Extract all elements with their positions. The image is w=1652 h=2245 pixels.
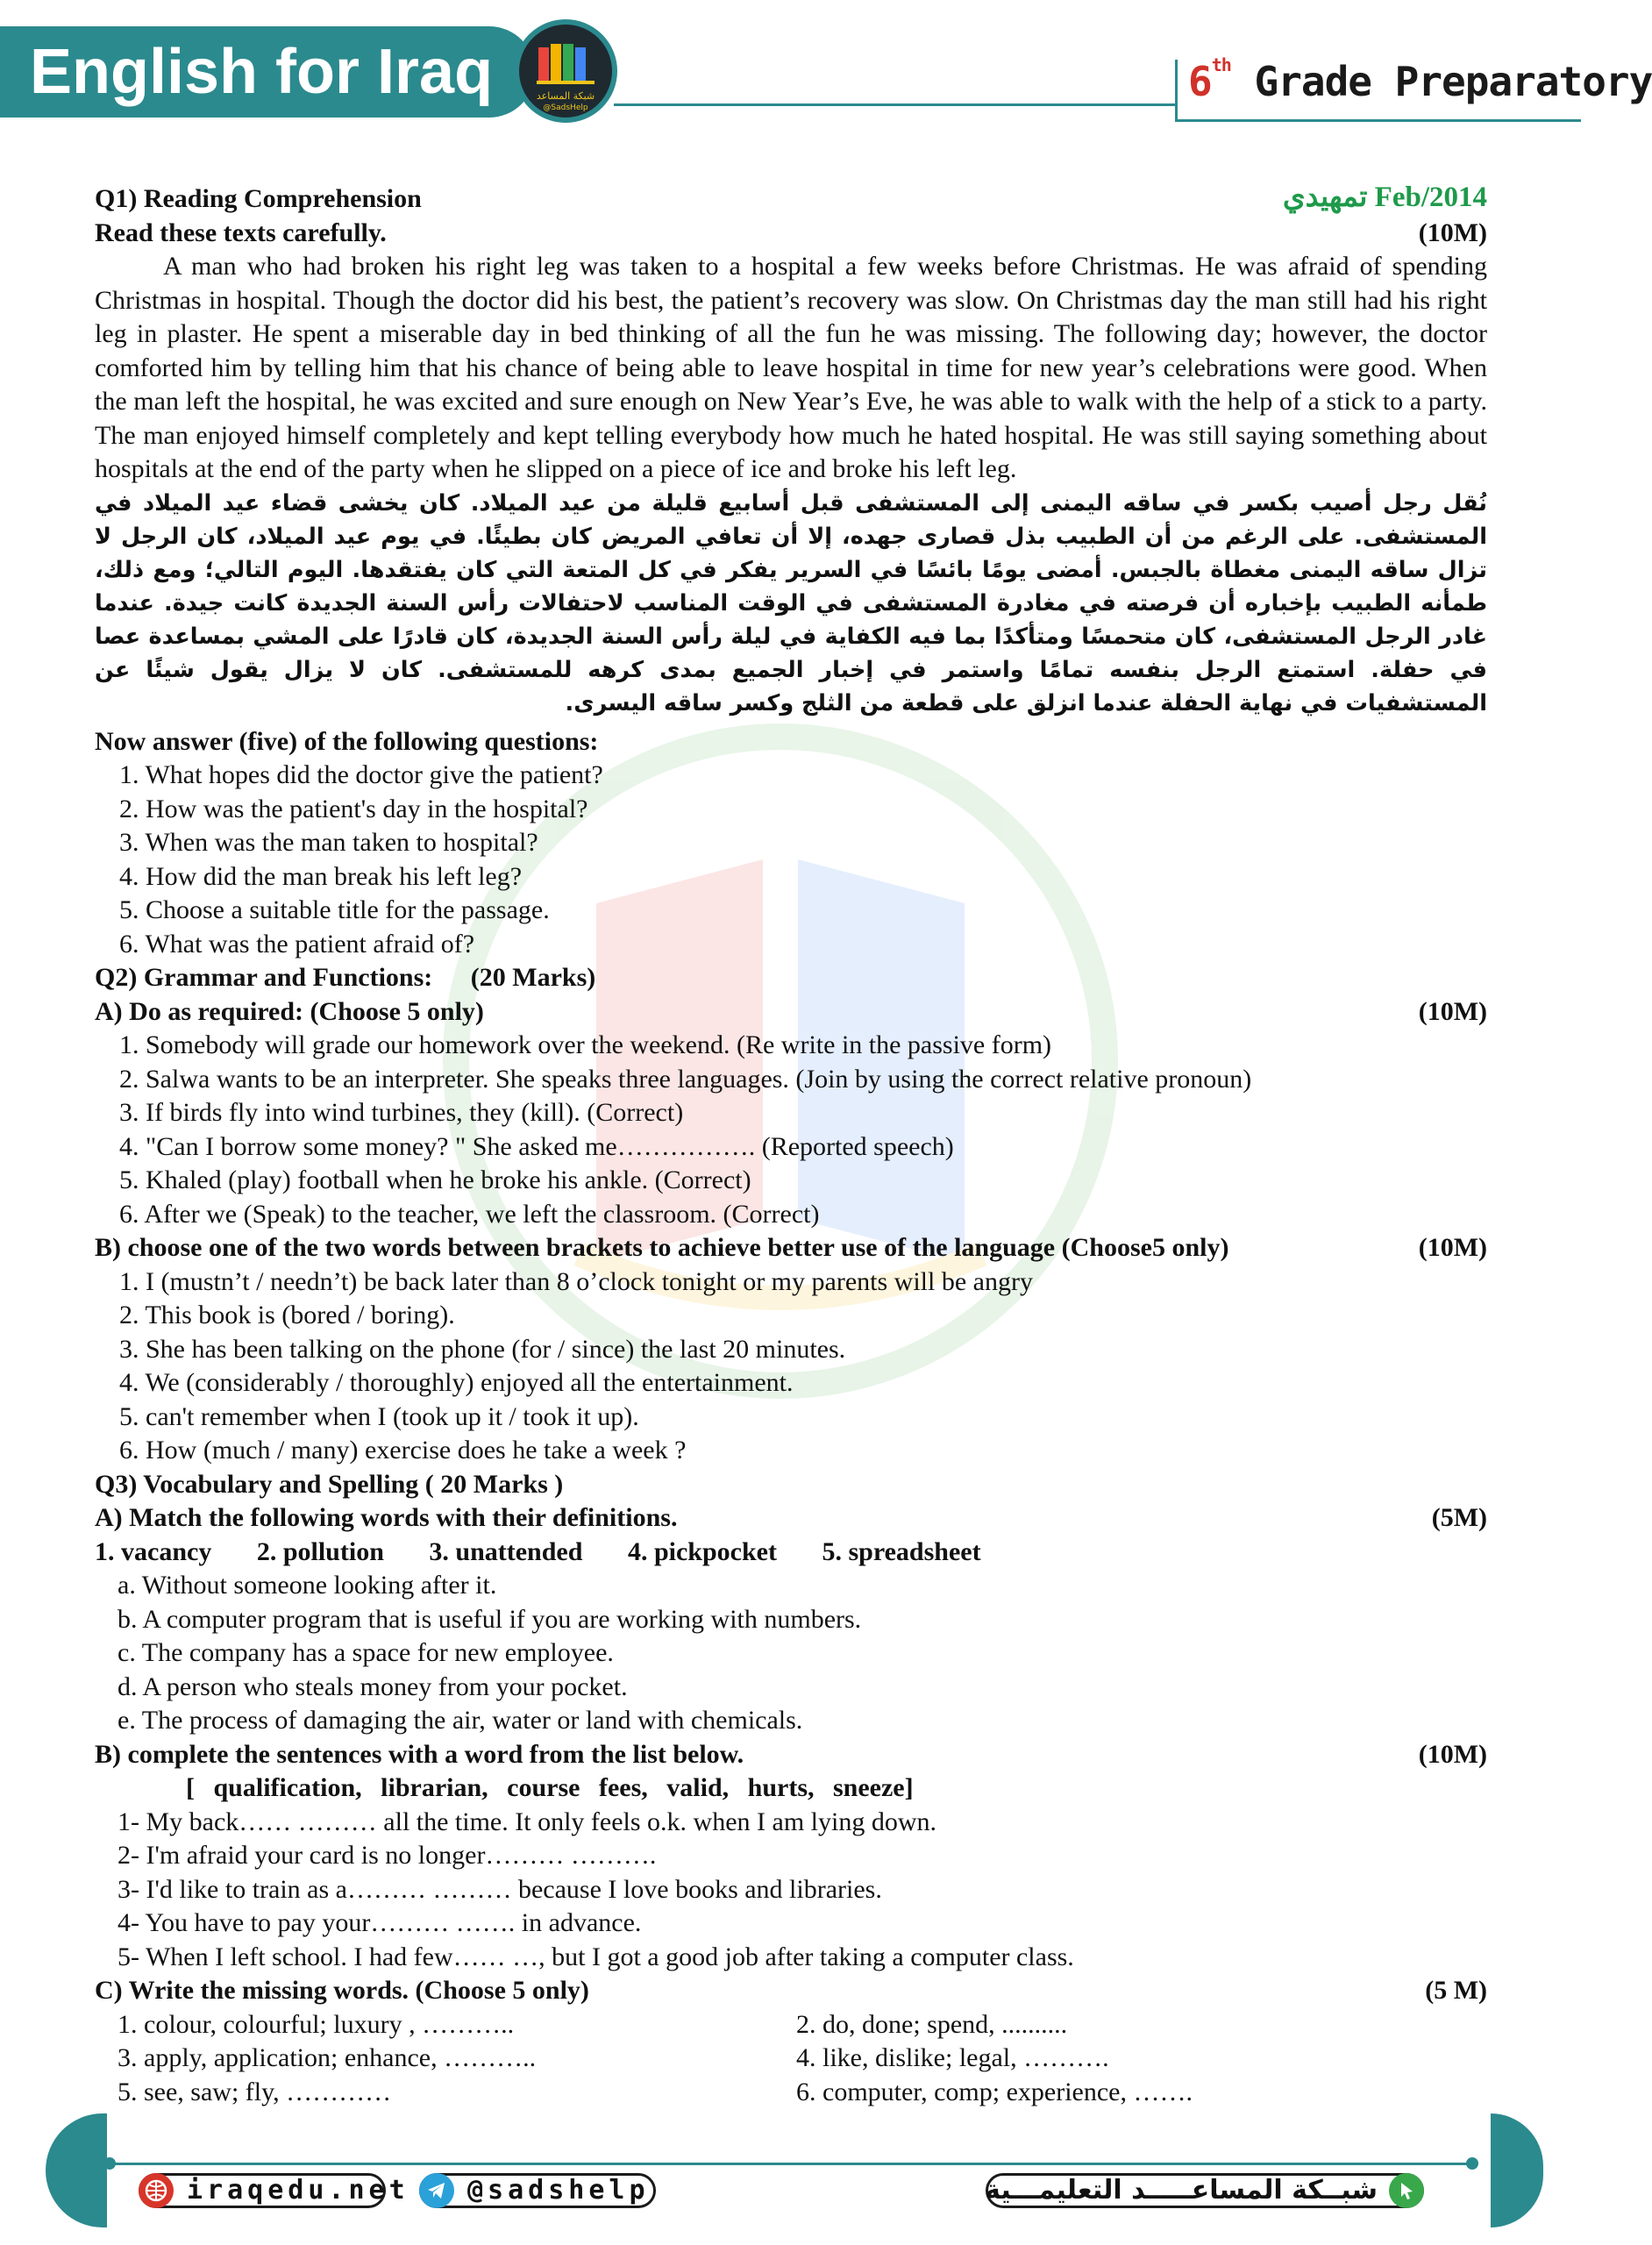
list-item: 2. do, done; spend, .......... [796,2009,1068,2039]
q2a-heading: A) Do as required: (Choose 5 only) [95,996,484,1026]
list-item: 6. computer, comp; experience, ……. [796,2077,1193,2106]
list-item: 5. see, saw; fly, ………… [117,2077,392,2106]
list-item: 1. What hopes did the doctor give the patient? [119,760,603,789]
match-word: 3. unattended [429,1536,583,1566]
questions-heading: Now answer (five) of the following questions: [95,726,599,756]
q3a-heading: A) Match the following words with their definitions. [95,1503,678,1532]
reading-passage: A man who had broken his right leg was taken to a hospital a few weeks before Christmas. He was afraid of spending Christmas in hospital. Though the doctor did his best, the patient’s recovery was slow. On Christmas day the man still had his right leg in plaster. He spent a miserable day in bed thinking of all the fun he was missing. The following day; however, the doctor comforted him by telling him that his chance of being able to leave hospital in time for new year’s celebrations were good. When the man left the hospital, he was excited and sure enough on New Year’s Eve, he was able to walk with the help of a stick to a party. The man enjoyed himself completely and kept telling everybody how much he hated hospital. He was still saying something about hospitals at the end of the party when he slipped on a piece of ice and broke his left leg. [95,252,1487,483]
footer-left-cap [46,2113,107,2227]
q1-heading-row [95,182,1487,217]
footer-dot [1466,2157,1478,2170]
q1-instruction: Read these texts carefully. [95,217,387,247]
list-item: 6. After we (Speak) to the teacher, we left the classroom. (Correct) [119,1199,820,1229]
q2a-heading-row [95,995,1487,1030]
q3-heading: Q3) Vocabulary and Spelling ( 20 Marks ) [95,1469,564,1499]
network-link[interactable] [986,2173,1424,2208]
two-column-row [95,2008,1487,2042]
q3b-heading-row [95,1738,1487,1772]
list-item: 6. How (much / many) exercise does he take a week ? [119,1436,687,1465]
questions-heading-row [95,725,1487,759]
header-rule [614,103,1175,106]
list-item: 5. Khaled (play) football when he broke his ankle. (Correct) [119,1165,751,1194]
q2b-heading-row [95,1231,1487,1265]
footer-right-cap [1491,2113,1543,2227]
website-link[interactable] [139,2173,409,2208]
website-text: iraqedu.net [187,2175,409,2206]
page-title: English for Iraq [30,37,494,107]
two-column-row [95,2076,1487,2110]
match-word: 4. pickpocket [627,1536,777,1566]
list-item: a. Without someone looking after it. [117,1571,497,1600]
list-item: 1. colour, colourful; luxury , ……….. [117,2009,515,2039]
list-item: 5. Choose a suitable title for the passage. [119,895,550,924]
list-item: 3. When was the man taken to hospital? [119,828,538,857]
network-text: شبــكة المساعـــــد التعليمـــية [985,2175,1378,2206]
footer-rule [107,2163,1475,2165]
grade-number: 6 [1188,58,1212,105]
list-item: c. The company has a space for new employee. [117,1638,614,1667]
list-item: 4. We (considerably / thoroughly) enjoyed all the entertainment. [119,1368,794,1397]
q3-heading-row [95,1468,1487,1502]
q3c-marks: (5 M) [1425,1976,1487,2005]
match-word: 1. vacancy [95,1536,212,1566]
word-list: [ qualification, librarian, course fees, valid, hurts, sneeze] [186,1773,914,1802]
globe-icon [139,2173,174,2208]
q2-heading-row [95,961,1487,995]
list-item: 4- You have to pay your……… ……. in advance. [117,1908,642,1937]
list-item: 2. How was the patient's day in the hospital? [119,794,588,823]
q3c-heading: C) Write the missing words. (Choose 5 only) [95,1976,589,2005]
q3b-heading: B) complete the sentences with a word from the list below. [95,1739,744,1769]
list-item: 2- I'm afraid your card is no longer……… ………. [117,1841,657,1870]
list-item: d. A person who steals money from your pocket. [117,1671,628,1701]
q2b-heading: B) choose one of the two words between brackets to achieve better use of the language (Choose5 only) [95,1233,1229,1262]
list-item: 1. I (mustn’t / needn’t) be back later than 8 o’clock tonight or my parents will be angry [119,1266,1033,1296]
sadshelp-logo [514,19,617,123]
match-words-row [95,1536,1487,1570]
list-item: e. The process of damaging the air, water or land with chemicals. [117,1706,803,1735]
grade-label [1188,54,1652,105]
list-item: 4. "Can I borrow some money? " She asked me……………. (Reported speech) [119,1131,954,1161]
exam-date: تمهيدي Feb/2014 [1282,182,1487,213]
q2-heading: Q2) Grammar and Functions: [95,963,433,992]
list-item: 1. Somebody will grade our homework over the weekend. (Re write in the passive form) [119,1030,1052,1059]
exam-content [95,182,1487,2109]
grade-text: Grade Preparatory [1254,58,1652,105]
list-item: 5. can't remember when I (took up it / took it up). [119,1401,639,1431]
q2b-marks: (10M) [1418,1233,1487,1262]
list-item: 1- My back…… ……… all the time. It only feels o.k. when I am lying down. [117,1807,936,1836]
q3b-marks: (10M) [1418,1739,1487,1769]
grade-suffix: th [1211,54,1231,75]
match-word: 2. pollution [256,1536,384,1566]
logo-handle: @SadsHelp [543,103,588,112]
q3a-heading-row [95,1501,1487,1536]
q1-marks: (10M) [1418,217,1487,247]
list-item: 4. like, dislike; legal, ………. [796,2043,1109,2072]
telegram-icon [419,2173,454,2208]
telegram-text: @sadshelp [467,2175,650,2206]
list-item: b. A computer program that is useful if you are working with numbers. [117,1604,862,1634]
cursor-icon [1389,2173,1424,2208]
arabic-translation: نُقل رجل أصيب بكسر في ساقه اليمنى إلى المستشفى قبل أسابيع قليلة من عيد الميلاد. كان يخشى قضاء عيد الميلاد في المستشفى. على الرغم من أن الطبيب بذل قصارى جهده، إلا أن تعافي المريض كان بطيئًا. في يوم عيد الميلاد، كان الرجل لا تزال ساقه اليمنى مغطاة بالجبس. أمضى يومًا بائسًا في السرير يفكر في كل المتعة التي كان يفتقدها. اليوم التالي؛ ومع ذلك، طمأنه الطبيب بإخباره أن فرصته في مغادرة المستشفى في الوقت المناسب لاحتفالات رأس السنة الجديدة كانت جيدة. عندما غادر الرجل المستشفى، كان متحمسًا ومتأكدًا بما فيه الكفاية في ليلة رأس السنة الجديدة، كان قادرًا على المشي بمساعدة عصا في حفلة. استمتع الرجل بنفسه تمامًا واستمر في إخبار الجميع بمدى كرهه للمستشفى. كان لا يزال يقول شيئًا عن المستشفيات في نهاية الحفلة عندما انزلق على قطعة من الثلج وكسر ساقه اليسرى. [95,489,1487,716]
list-item: 4. How did the man break his left leg? [119,861,523,891]
list-item: 2. Salwa wants to be an interpreter. She speaks three languages. (Join by using the correct relative pronoun) [119,1064,1252,1094]
q1-instruction-row [95,217,1487,251]
list-item: 3- I'd like to train as a……… ……… because I love books and libraries. [117,1874,882,1904]
match-word: 5. spreadsheet [822,1536,981,1566]
word-list-row [95,1771,1487,1806]
list-item: 6. What was the patient afraid of? [119,929,475,959]
q3c-heading-row [95,1974,1487,2008]
q1-heading: Q1) Reading Comprehension [95,184,422,213]
list-item: 3. She has been talking on the phone (for / since) the last 20 minutes. [119,1334,846,1364]
telegram-link[interactable] [419,2173,656,2208]
list-item: 3. If birds fly into wind turbines, they (kill). (Correct) [119,1098,684,1127]
q2-heading-marks: (20 Marks) [470,963,596,992]
q2a-marks: (10M) [1418,996,1487,1026]
logo-caption: شبكة المساعد [536,90,595,102]
list-item: 2. This book is (bored / boring). [119,1301,455,1329]
q3a-marks: (5M) [1431,1503,1487,1532]
two-column-row [95,2042,1487,2076]
list-item: 5- When I left school. I had few…… …, but I got a good job after taking a computer class. [117,1942,1074,1971]
footer-dot [103,2157,116,2170]
list-item: 3. apply, application; enhance, ……….. [117,2043,537,2072]
